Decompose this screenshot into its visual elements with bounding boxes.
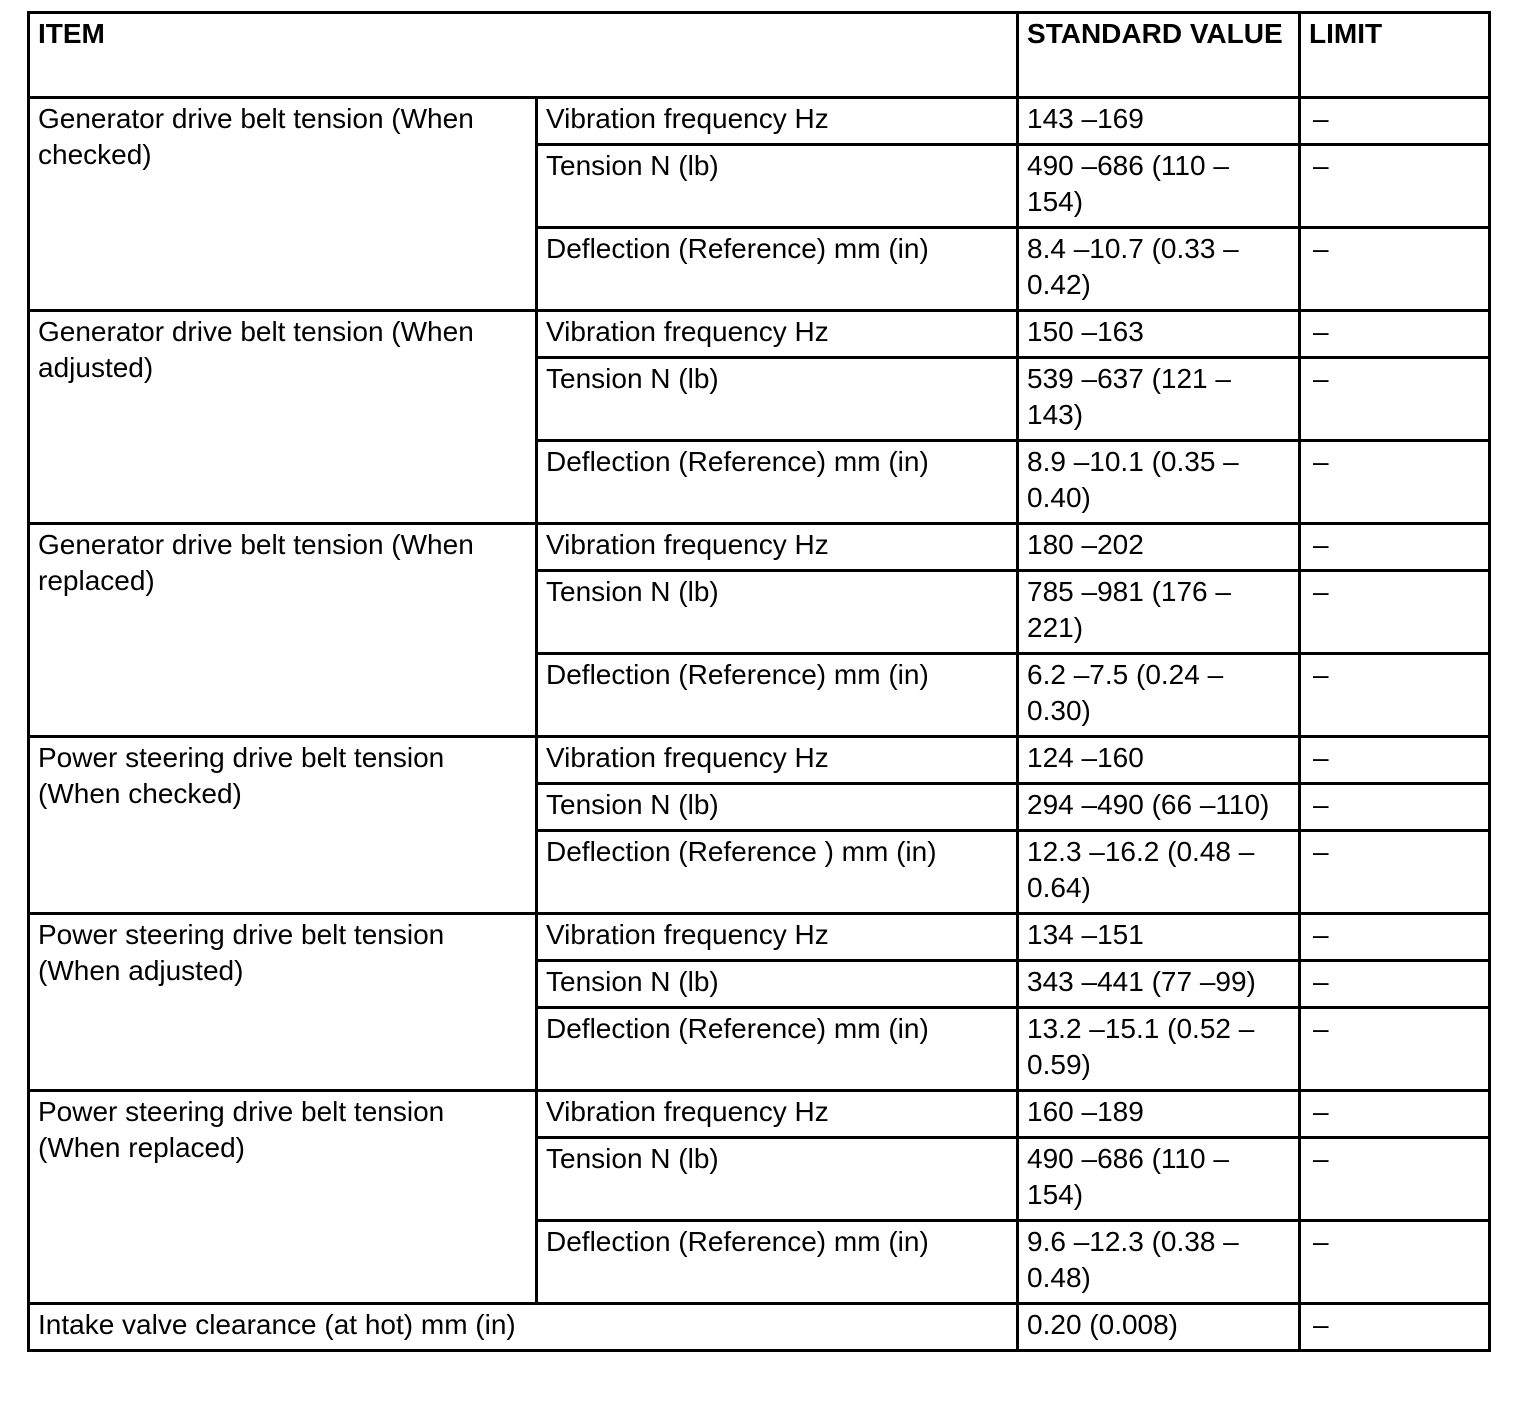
sub-item-cell: Tension N (lb) bbox=[537, 961, 1018, 1008]
limit-cell bbox=[1300, 524, 1490, 571]
item-cell: Generator drive belt tension (When checked) bbox=[29, 98, 537, 311]
limit-cell bbox=[1300, 571, 1490, 654]
limit-cell bbox=[1300, 654, 1490, 737]
standard-value-cell: 490 –686 (110 – 154) bbox=[1018, 145, 1300, 228]
limit-dash: – bbox=[1313, 742, 1329, 773]
limit-cell bbox=[1300, 831, 1490, 914]
limit-cell bbox=[1300, 358, 1490, 441]
limit-dash: – bbox=[1313, 103, 1329, 134]
limit-dash: – bbox=[1313, 919, 1329, 950]
limit-cell bbox=[1300, 1008, 1490, 1091]
table-row bbox=[29, 1304, 1490, 1351]
limit-dash: – bbox=[1313, 233, 1329, 264]
sub-item-cell: Tension N (lb) bbox=[537, 145, 1018, 228]
limit-cell bbox=[1300, 1091, 1490, 1138]
limit-cell bbox=[1300, 1221, 1490, 1304]
limit-cell bbox=[1300, 737, 1490, 784]
table-row bbox=[29, 737, 1490, 784]
limit-dash: – bbox=[1313, 1013, 1329, 1044]
standard-value-cell: 12.3 –16.2 (0.48 – 0.64) bbox=[1018, 831, 1300, 914]
sub-item-cell: Vibration frequency Hz bbox=[537, 914, 1018, 961]
table-row bbox=[29, 98, 1490, 145]
standard-value-cell: 343 –441 (77 –99) bbox=[1018, 961, 1300, 1008]
limit-dash: – bbox=[1313, 789, 1329, 820]
limit-cell bbox=[1300, 914, 1490, 961]
sub-item-cell: Deflection (Reference) mm (in) bbox=[537, 1221, 1018, 1304]
standard-value-cell: 9.6 –12.3 (0.38 – 0.48) bbox=[1018, 1221, 1300, 1304]
sub-item-cell: Deflection (Reference) mm (in) bbox=[537, 1008, 1018, 1091]
table-body bbox=[29, 98, 1490, 1351]
standard-value-cell: 0.20 (0.008) bbox=[1018, 1304, 1300, 1351]
limit-cell bbox=[1300, 145, 1490, 228]
limit-cell bbox=[1300, 784, 1490, 831]
sub-item-cell: Vibration frequency Hz bbox=[537, 1091, 1018, 1138]
sub-item-cell: Deflection (Reference ) mm (in) bbox=[537, 831, 1018, 914]
header-standard-value: STANDARD VALUE bbox=[1018, 13, 1300, 98]
standard-value-cell: 134 –151 bbox=[1018, 914, 1300, 961]
item-cell: Power steering drive belt tension (When replaced) bbox=[29, 1091, 537, 1304]
sub-item-cell: Tension N (lb) bbox=[537, 571, 1018, 654]
limit-cell bbox=[1300, 1138, 1490, 1221]
table-row bbox=[29, 1091, 1490, 1138]
standard-value-cell: 13.2 –15.1 (0.52 – 0.59) bbox=[1018, 1008, 1300, 1091]
header-item: ITEM bbox=[29, 13, 1018, 98]
standard-value-cell: 490 –686 (110 – 154) bbox=[1018, 1138, 1300, 1221]
table-row bbox=[29, 914, 1490, 961]
limit-dash: – bbox=[1313, 659, 1329, 690]
sub-item-cell: Deflection (Reference) mm (in) bbox=[537, 441, 1018, 524]
limit-cell bbox=[1300, 1304, 1490, 1351]
limit-dash: – bbox=[1313, 836, 1329, 867]
item-cell: Power steering drive belt tension (When adjusted) bbox=[29, 914, 537, 1091]
sub-item-cell: Vibration frequency Hz bbox=[537, 98, 1018, 145]
standard-value-cell: 180 –202 bbox=[1018, 524, 1300, 571]
header-limit: LIMIT bbox=[1300, 13, 1490, 98]
limit-dash: – bbox=[1313, 1309, 1329, 1340]
sub-item-cell: Vibration frequency Hz bbox=[537, 737, 1018, 784]
spec-table bbox=[27, 11, 1491, 1352]
limit-dash: – bbox=[1313, 316, 1329, 347]
standard-value-cell: 6.2 –7.5 (0.24 – 0.30) bbox=[1018, 654, 1300, 737]
standard-value-cell: 785 –981 (176 – 221) bbox=[1018, 571, 1300, 654]
sub-item-cell: Tension N (lb) bbox=[537, 358, 1018, 441]
standard-value-cell: 8.9 –10.1 (0.35 – 0.40) bbox=[1018, 441, 1300, 524]
item-cell: Intake valve clearance (at hot) mm (in) bbox=[29, 1304, 1018, 1351]
sub-item-cell: Deflection (Reference) mm (in) bbox=[537, 228, 1018, 311]
standard-value-cell: 143 –169 bbox=[1018, 98, 1300, 145]
limit-dash: – bbox=[1313, 1143, 1329, 1174]
standard-value-cell: 294 –490 (66 –110) bbox=[1018, 784, 1300, 831]
limit-cell bbox=[1300, 98, 1490, 145]
table-row bbox=[29, 524, 1490, 571]
standard-value-cell: 124 –160 bbox=[1018, 737, 1300, 784]
standard-value-cell: 150 –163 bbox=[1018, 311, 1300, 358]
limit-cell bbox=[1300, 311, 1490, 358]
limit-dash: – bbox=[1313, 576, 1329, 607]
limit-dash: – bbox=[1313, 446, 1329, 477]
sub-item-cell: Tension N (lb) bbox=[537, 784, 1018, 831]
limit-dash: – bbox=[1313, 1096, 1329, 1127]
sub-item-cell: Tension N (lb) bbox=[537, 1138, 1018, 1221]
item-cell: Generator drive belt tension (When replaced) bbox=[29, 524, 537, 737]
table-row bbox=[29, 311, 1490, 358]
limit-dash: – bbox=[1313, 966, 1329, 997]
standard-value-cell: 8.4 –10.7 (0.33 – 0.42) bbox=[1018, 228, 1300, 311]
limit-dash: – bbox=[1313, 363, 1329, 394]
limit-dash: – bbox=[1313, 529, 1329, 560]
table-header bbox=[29, 13, 1490, 98]
standard-value-cell: 160 –189 bbox=[1018, 1091, 1300, 1138]
sub-item-cell: Vibration frequency Hz bbox=[537, 311, 1018, 358]
limit-dash: – bbox=[1313, 150, 1329, 181]
limit-cell bbox=[1300, 441, 1490, 524]
item-cell: Power steering drive belt tension (When checked) bbox=[29, 737, 537, 914]
limit-cell bbox=[1300, 961, 1490, 1008]
item-cell: Generator drive belt tension (When adjusted) bbox=[29, 311, 537, 524]
limit-cell bbox=[1300, 228, 1490, 311]
sub-item-cell: Vibration frequency Hz bbox=[537, 524, 1018, 571]
standard-value-cell: 539 –637 (121 – 143) bbox=[1018, 358, 1300, 441]
sub-item-cell: Deflection (Reference) mm (in) bbox=[537, 654, 1018, 737]
limit-dash: – bbox=[1313, 1226, 1329, 1257]
